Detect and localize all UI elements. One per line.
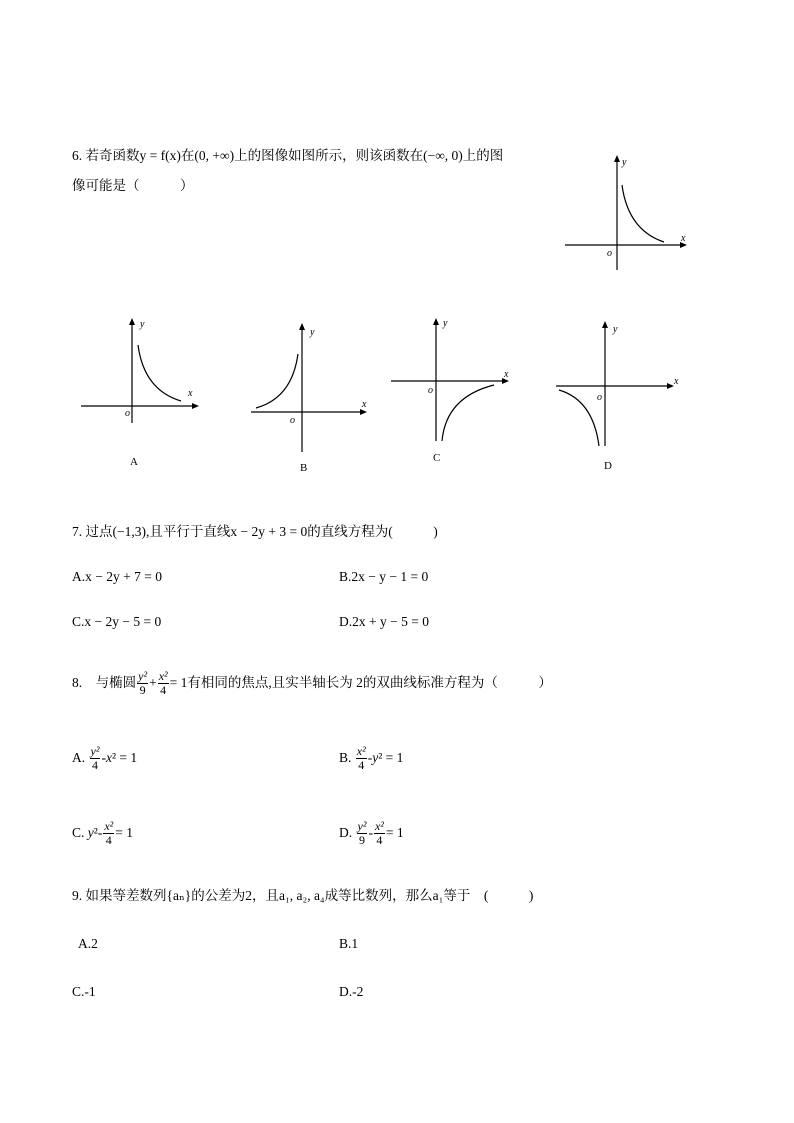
q8-option-a-label: A.: [72, 750, 86, 765]
q8-option-d: D. $\frac{\text{y²}}{9}$ - $\frac{\text{x²}}{4}$ = 1: [339, 818, 404, 847]
q8-suffix: = 1有相同的焦点,且实半轴长为 2的双曲线标准方程为（ ）: [169, 675, 552, 690]
a-x-label: x: [188, 388, 193, 399]
q6-option-c-label: C: [433, 452, 441, 464]
q8-prefix: 8. 与椭圆: [72, 675, 137, 690]
q8-frac-x2-4: $\frac{\text{x²}}{4}$: [158, 668, 168, 697]
q6-stem-line2: 像可能是（ ）: [72, 178, 194, 193]
q9-stem: 9. 如果等差数列{aₙ}的公差为2，且a₁, a₂, a₄成等比数列，那么a₁等于 ( ): [72, 888, 534, 903]
q6-option-d-label: D: [604, 460, 612, 472]
d-x-label: x: [674, 376, 679, 387]
q8-option-b: B. $\frac{\text{x²}}{4}$ -y² = 1: [339, 743, 404, 772]
b-origin-label: o: [290, 415, 295, 426]
b-y-label: y: [310, 327, 315, 338]
q6-graph-b: [248, 320, 373, 455]
c-x-label: x: [504, 369, 509, 380]
c-origin-label: o: [428, 385, 433, 396]
q9-option-b: B.1: [339, 936, 359, 951]
q7-option-b: B.2x − y − 1 = 0: [339, 569, 429, 584]
q8-option-c: C. y²- $\frac{\text{x²}}{4}$ = 1: [72, 818, 133, 847]
q6-stem-line1: 6. 若奇函数y = f(x)在(0, +∞)上的图像如图所示，则该函数在(−∞, 0)上的图: [72, 148, 504, 163]
q7-option-d: D.2x + y − 5 = 0: [339, 614, 429, 629]
q8-stem: 8. 与椭圆 $\frac{\text{y²}}{9}$ + $\frac{\text{x²}}{4}$ = 1有相同的焦点,且实半轴长为 2的双曲线标准方程为（ ）: [72, 668, 552, 697]
a-y-label: y: [140, 319, 145, 330]
q9-option-d: D.-2: [339, 984, 364, 999]
b-x-label: x: [362, 399, 367, 410]
q8-option-a: A. $\frac{\text{y²}}{4}$ -x² = 1: [72, 743, 138, 772]
q7-stem: 7. 过点(−1,3),且平行于直线x − 2y + 3 = 0的直线方程为( ): [72, 524, 438, 539]
q8-option-b-label: B.: [339, 750, 352, 765]
q8-option-d-label: D.: [339, 825, 353, 840]
q6-graph-a: [78, 315, 203, 425]
q7-option-a: A.x − 2y + 7 = 0: [72, 569, 162, 584]
q6-reference-graph: [560, 150, 700, 275]
d-origin-label: o: [597, 392, 602, 403]
q6-option-a-label: A: [130, 456, 138, 468]
q8-option-c-label: C.: [72, 825, 85, 840]
d-y-label: y: [613, 324, 618, 335]
ref-y-label: y: [622, 157, 627, 168]
q9-option-a: A.2: [78, 936, 98, 951]
a-origin-label: o: [125, 408, 130, 419]
q7-option-c: C.x − 2y − 5 = 0: [72, 614, 162, 629]
ref-origin-label: o: [607, 248, 612, 259]
q6-graph-c: [388, 315, 518, 445]
q8-frac-y2-9: $\frac{\text{y²}}{9}$: [138, 668, 148, 697]
c-y-label: y: [443, 318, 448, 329]
q6-option-b-label: B: [300, 462, 308, 474]
ref-x-label: x: [681, 233, 686, 244]
q9-option-c: C.-1: [72, 984, 96, 999]
q6-graph-d: [553, 318, 688, 450]
